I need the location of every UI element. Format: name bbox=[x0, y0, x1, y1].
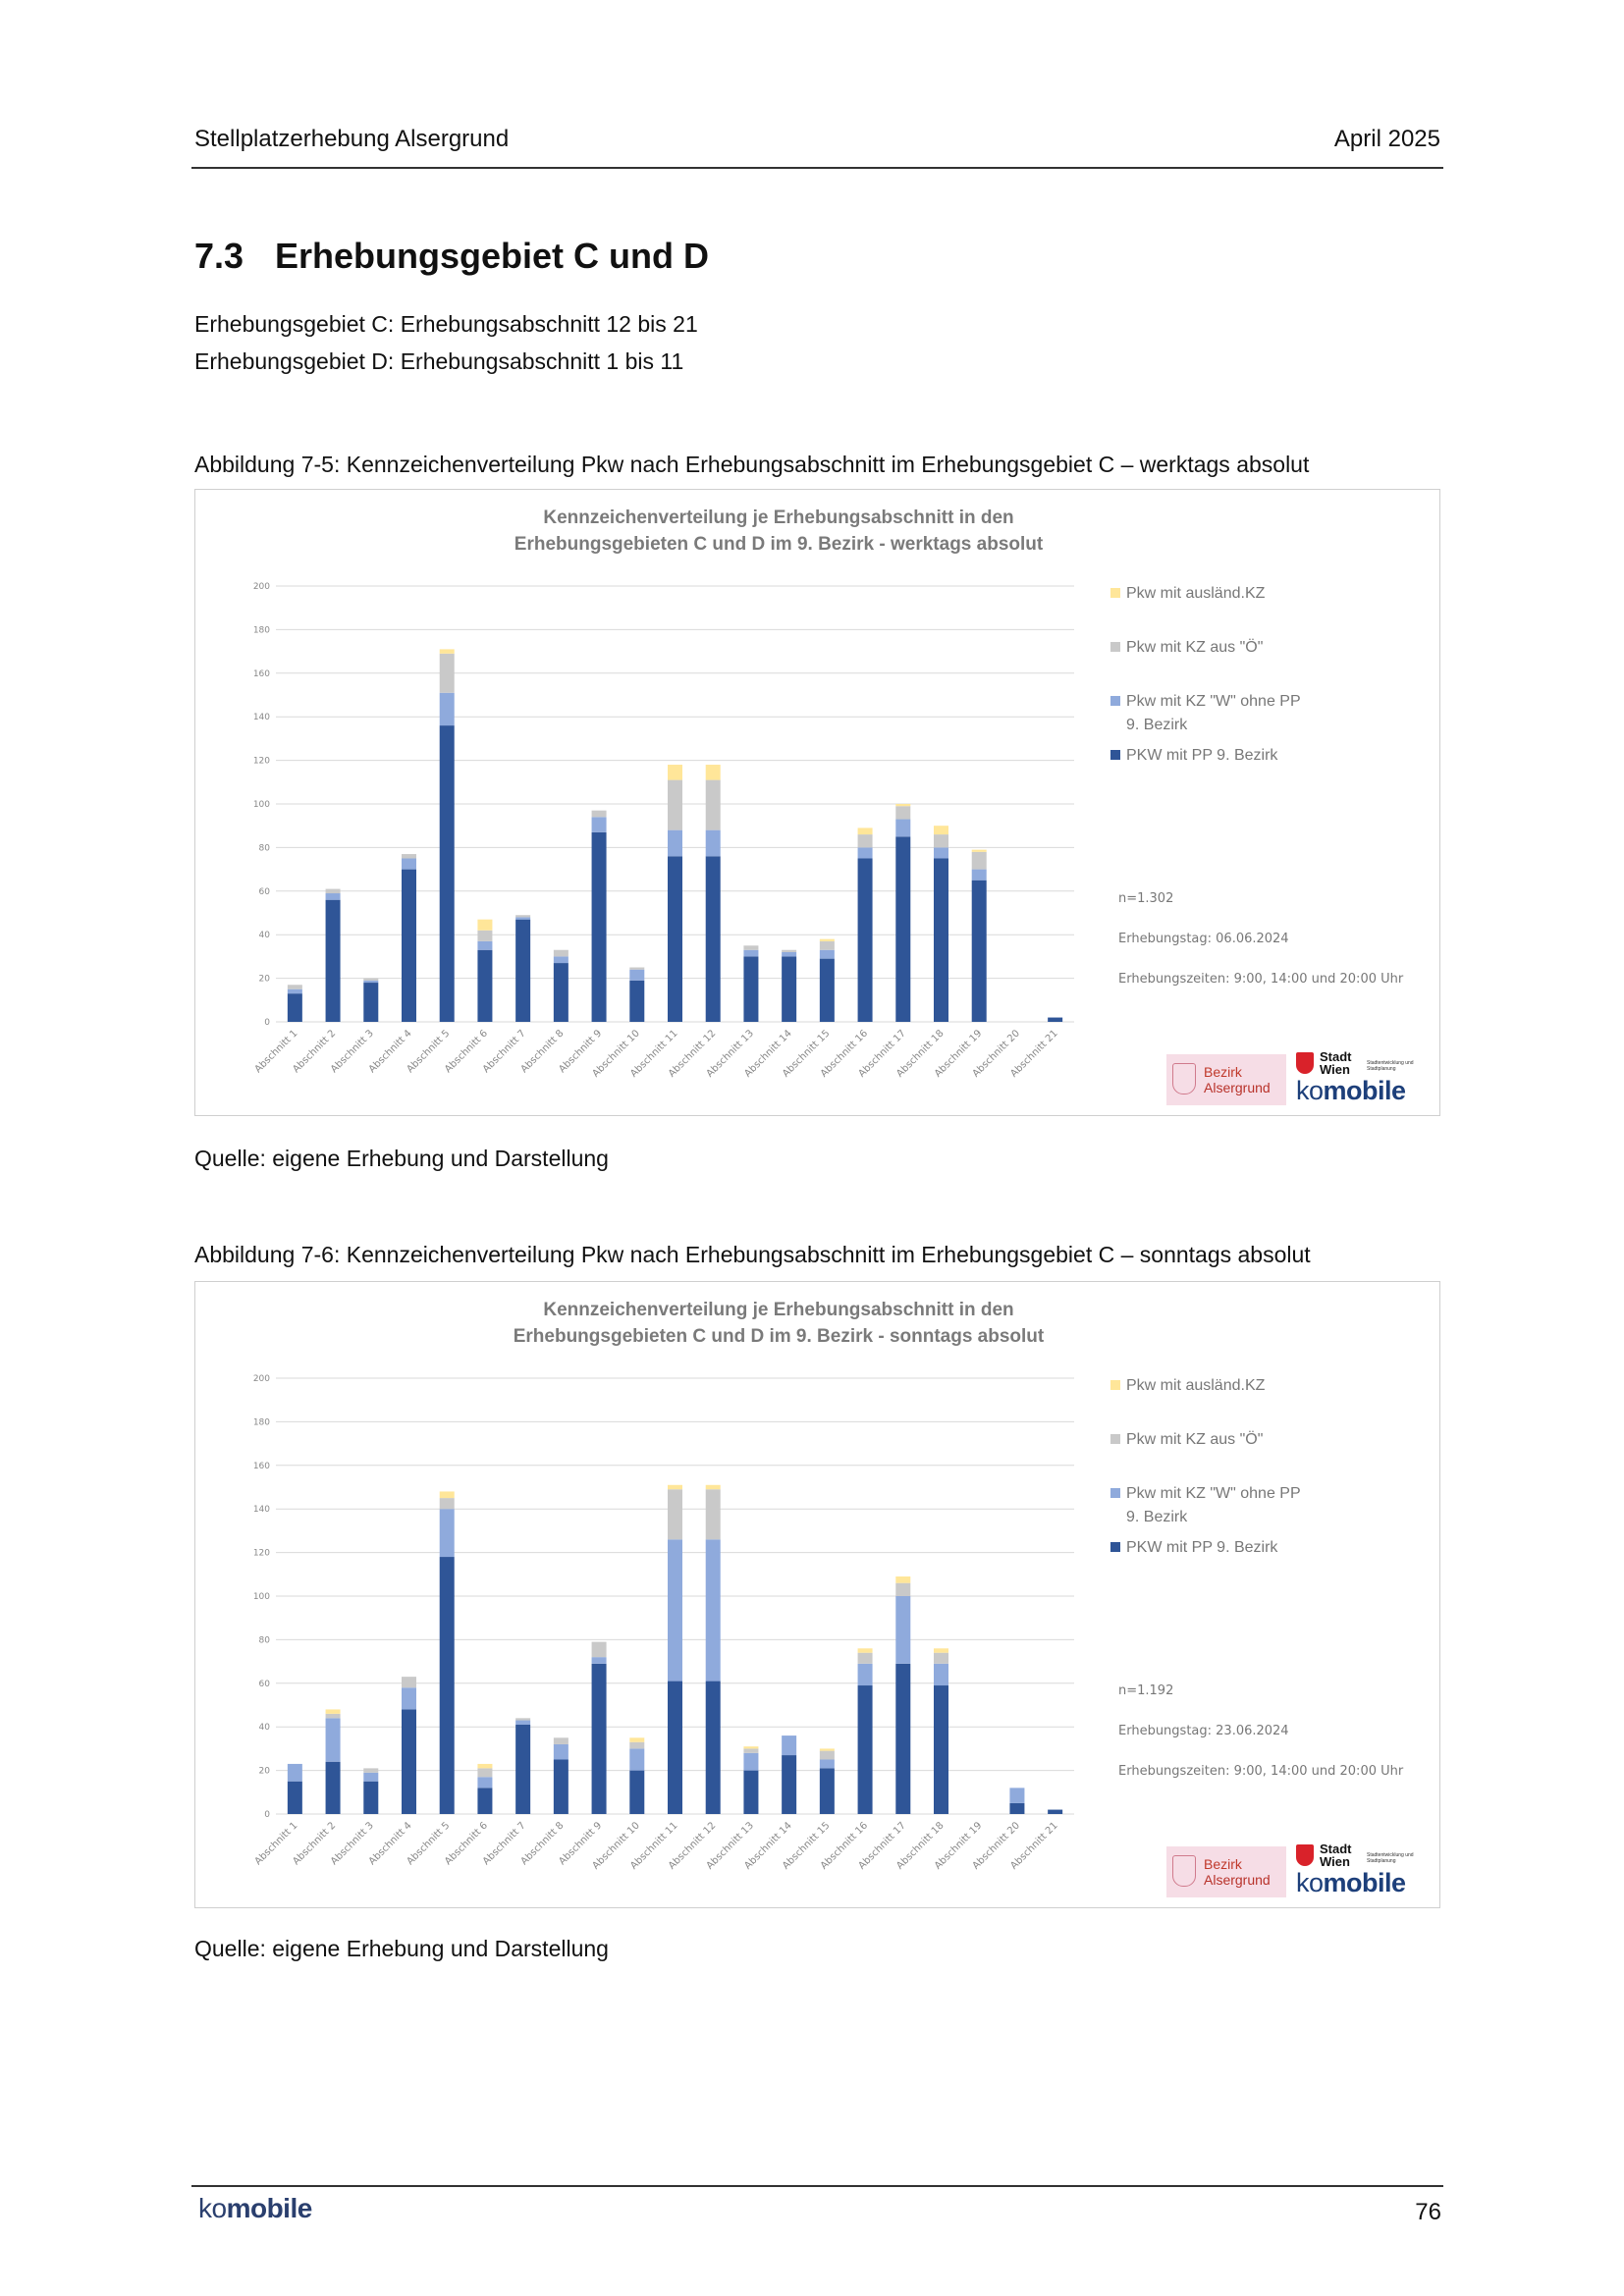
bezirk-alsergrund-logo bbox=[1166, 1054, 1286, 1105]
x-tick-label: Abschnitt 9 bbox=[557, 1028, 605, 1076]
legend-swatch-oe bbox=[1110, 642, 1120, 652]
y-tick-label: 180 bbox=[252, 625, 270, 636]
bar-segment-ausl bbox=[743, 1746, 758, 1748]
y-tick-label: 200 bbox=[252, 582, 270, 592]
bar-segment-oe bbox=[440, 1498, 455, 1509]
chart-sonntags-svg bbox=[195, 1282, 1439, 1907]
bar-segment-pp bbox=[895, 1664, 910, 1814]
x-tick-label: Abschnitt 5 bbox=[405, 1820, 453, 1868]
bar-segment-w bbox=[934, 847, 948, 858]
bar-segment-w bbox=[743, 950, 758, 957]
y-tick-label: 60 bbox=[258, 1679, 270, 1689]
x-tick-label: Abschnitt 9 bbox=[557, 1820, 605, 1868]
chart-note: Erhebungszeiten: 9:00, 14:00 und 20:00 Uhr bbox=[1118, 972, 1404, 987]
bar-segment-w bbox=[895, 1596, 910, 1664]
partner-logos bbox=[1166, 1050, 1432, 1107]
legend-label: Pkw mit KZ "W" ohne PP bbox=[1126, 1485, 1301, 1502]
y-tick-label: 80 bbox=[258, 843, 270, 854]
bar-segment-oe bbox=[402, 854, 416, 858]
bar-segment-oe bbox=[895, 1583, 910, 1596]
komobile-logo bbox=[1296, 1076, 1406, 1106]
bar-segment-pp bbox=[934, 859, 948, 1023]
page-header bbox=[191, 126, 1443, 169]
bar-segment-ausl bbox=[820, 1748, 835, 1750]
x-tick-label: Abschnitt 11 bbox=[628, 1820, 680, 1872]
legend-swatch-ausl bbox=[1110, 1380, 1120, 1390]
bar-segment-oe bbox=[972, 852, 987, 870]
y-tick-label: 180 bbox=[252, 1417, 270, 1428]
bar-segment-oe bbox=[515, 1718, 530, 1720]
bar-segment-w bbox=[820, 1760, 835, 1769]
bar-segment-w bbox=[592, 817, 607, 832]
bar-segment-pp bbox=[743, 956, 758, 1022]
bezirk-alsergrund-logo bbox=[1166, 1846, 1286, 1897]
bar-segment-w bbox=[706, 830, 721, 857]
bar-segment-w bbox=[477, 941, 492, 950]
footer-komobile-logo bbox=[198, 2193, 312, 2224]
bezirk-label: Bezirk bbox=[1204, 1856, 1242, 1872]
figure-source-1: Quelle: eigene Erhebung und Darstellung bbox=[194, 1146, 609, 1171]
bar-segment-oe bbox=[668, 780, 682, 830]
bar-segment-pp bbox=[668, 856, 682, 1022]
bar-segment-oe bbox=[668, 1489, 682, 1539]
bar-segment-w bbox=[363, 981, 378, 983]
stadt-wien-komobile-logo bbox=[1296, 1050, 1432, 1107]
bar-segment-pp bbox=[515, 920, 530, 1022]
stadt-label: Stadt bbox=[1320, 1049, 1352, 1064]
bar-segment-w bbox=[895, 820, 910, 837]
chart-note: Erhebungstag: 06.06.2024 bbox=[1118, 932, 1289, 946]
bar-segment-oe bbox=[743, 1748, 758, 1752]
bar-segment-pp bbox=[1048, 1810, 1062, 1814]
bar-segment-pp bbox=[477, 950, 492, 1022]
bar-segment-pp bbox=[554, 963, 568, 1022]
x-tick-label: Abschnitt 1 bbox=[252, 1820, 300, 1868]
bar-segment-w bbox=[402, 1687, 416, 1709]
x-tick-label: Abschnitt 18 bbox=[894, 1028, 947, 1080]
bar-segment-oe bbox=[629, 968, 644, 970]
bar-segment-oe bbox=[363, 1768, 378, 1772]
bar-segment-w bbox=[440, 693, 455, 725]
header-title: Stellplatzerhebung Alsergrund bbox=[194, 126, 510, 152]
bar-segment-ausl bbox=[477, 1764, 492, 1768]
footer-divider bbox=[191, 2185, 1443, 2187]
x-tick-label: Abschnitt 20 bbox=[970, 1028, 1023, 1080]
legend-label: 9. Bezirk bbox=[1126, 1509, 1188, 1525]
bar-segment-w bbox=[515, 917, 530, 919]
x-tick-label: Abschnitt 3 bbox=[329, 1028, 376, 1076]
x-tick-label: Abschnitt 15 bbox=[781, 1820, 833, 1872]
bar-segment-oe bbox=[592, 1642, 607, 1658]
bar-segment-ausl bbox=[706, 1485, 721, 1489]
bar-segment-w bbox=[515, 1721, 530, 1725]
bar-segment-oe bbox=[706, 780, 721, 830]
bar-segment-ausl bbox=[440, 1491, 455, 1498]
footer-logo-ko: ko bbox=[198, 2193, 227, 2223]
bar-segment-w bbox=[402, 859, 416, 870]
x-tick-label: Abschnitt 13 bbox=[704, 1820, 757, 1872]
x-tick-label: Abschnitt 8 bbox=[518, 1028, 567, 1076]
bar-segment-pp bbox=[858, 859, 873, 1023]
x-tick-label: Abschnitt 16 bbox=[818, 1820, 871, 1872]
bar-segment-oe bbox=[477, 931, 492, 941]
x-tick-label: Abschnitt 17 bbox=[856, 1028, 908, 1080]
bar-segment-pp bbox=[363, 983, 378, 1022]
bar-segment-oe bbox=[820, 941, 835, 950]
x-tick-label: Abschnitt 5 bbox=[405, 1028, 453, 1076]
alsergrund-label: Alsergrund bbox=[1204, 1872, 1271, 1888]
page-number: 76 bbox=[1415, 2199, 1441, 2225]
intro-line-d: Erhebungsgebiet D: Erhebungsabschnitt 1 bis 11 bbox=[194, 348, 684, 374]
y-tick-label: 140 bbox=[252, 713, 270, 723]
bar-segment-pp bbox=[743, 1771, 758, 1814]
legend-swatch-pp bbox=[1110, 750, 1120, 760]
stadt-wien-komobile-logo bbox=[1296, 1842, 1432, 1899]
bar-segment-oe bbox=[858, 834, 873, 847]
bar-segment-oe bbox=[592, 811, 607, 818]
bar-segment-oe bbox=[820, 1751, 835, 1760]
bar-segment-oe bbox=[288, 985, 302, 988]
komobile-logo bbox=[1296, 1868, 1406, 1898]
x-tick-label: Abschnitt 1 bbox=[252, 1028, 300, 1076]
bar-segment-w bbox=[326, 1718, 341, 1761]
bar-segment-w bbox=[668, 1539, 682, 1681]
x-tick-label: Abschnitt 16 bbox=[818, 1028, 871, 1080]
bar-segment-ausl bbox=[668, 765, 682, 780]
x-tick-label: Abschnitt 6 bbox=[443, 1028, 491, 1076]
x-tick-label: Abschnitt 7 bbox=[480, 1820, 528, 1868]
bar-segment-oe bbox=[706, 1489, 721, 1539]
bar-segment-pp bbox=[934, 1685, 948, 1814]
bar-segment-w bbox=[820, 950, 835, 959]
bar-segment-pp bbox=[782, 1755, 796, 1814]
bar-segment-ausl bbox=[972, 850, 987, 852]
legend-label: PKW mit PP 9. Bezirk bbox=[1126, 747, 1278, 764]
bar-segment-w bbox=[972, 870, 987, 881]
bar-segment-oe bbox=[326, 1714, 341, 1718]
chart-note: n=1.192 bbox=[1118, 1683, 1174, 1698]
bar-segment-w bbox=[629, 970, 644, 981]
bar-segment-w bbox=[706, 1539, 721, 1681]
bar-segment-pp bbox=[440, 725, 455, 1022]
bezirk-crest-icon bbox=[1172, 1063, 1196, 1095]
stadt-sub-label: Stadtentwicklung und Stadtplanung bbox=[1367, 1852, 1414, 1864]
legend-label: Pkw mit KZ aus "Ö" bbox=[1126, 639, 1264, 656]
komobile-mobile: mobile bbox=[1323, 1868, 1406, 1897]
stadt-wien-shield-icon bbox=[1296, 1844, 1314, 1866]
y-tick-label: 120 bbox=[252, 756, 270, 767]
legend-label: Pkw mit ausländ.KZ bbox=[1126, 585, 1266, 602]
bar-segment-pp bbox=[629, 981, 644, 1022]
y-tick-label: 80 bbox=[258, 1635, 270, 1646]
x-tick-label: Abschnitt 4 bbox=[366, 1820, 414, 1868]
x-tick-label: Abschnitt 3 bbox=[329, 1820, 376, 1868]
bar-segment-pp bbox=[402, 1709, 416, 1814]
bar-segment-ausl bbox=[440, 649, 455, 653]
bar-segment-pp bbox=[592, 832, 607, 1022]
y-tick-label: 0 bbox=[264, 1810, 270, 1820]
legend-swatch-pp bbox=[1110, 1542, 1120, 1552]
bar-segment-pp bbox=[668, 1682, 682, 1814]
bar-segment-ausl bbox=[706, 765, 721, 780]
legend-swatch-oe bbox=[1110, 1434, 1120, 1444]
bar-segment-ausl bbox=[477, 920, 492, 931]
y-tick-label: 100 bbox=[252, 800, 270, 810]
y-tick-label: 120 bbox=[252, 1548, 270, 1559]
x-tick-label: Abschnitt 10 bbox=[590, 1820, 642, 1872]
bar-segment-oe bbox=[629, 1742, 644, 1749]
chart-note: Erhebungszeiten: 9:00, 14:00 und 20:00 Uhr bbox=[1118, 1764, 1404, 1779]
x-tick-label: Abschnitt 17 bbox=[856, 1820, 908, 1872]
x-tick-label: Abschnitt 19 bbox=[932, 1820, 985, 1872]
stadt-label: Stadt bbox=[1320, 1842, 1352, 1856]
bar-segment-oe bbox=[440, 654, 455, 693]
bar-segment-pp bbox=[858, 1685, 873, 1814]
bar-segment-w bbox=[477, 1777, 492, 1788]
bar-segment-oe bbox=[477, 1768, 492, 1777]
komobile-ko: ko bbox=[1296, 1076, 1324, 1105]
bar-segment-w bbox=[554, 956, 568, 963]
bar-segment-pp bbox=[554, 1760, 568, 1815]
chart-title-line: Kennzeichenverteilung je Erhebungsabschnitt in den bbox=[543, 1300, 1014, 1320]
bar-segment-pp bbox=[477, 1788, 492, 1814]
bar-segment-w bbox=[592, 1657, 607, 1664]
x-tick-label: Abschnitt 12 bbox=[666, 1028, 719, 1080]
legend-label: Pkw mit KZ "W" ohne PP bbox=[1126, 693, 1301, 710]
y-tick-label: 40 bbox=[258, 1723, 270, 1734]
bar-segment-ausl bbox=[895, 1576, 910, 1583]
bar-segment-ausl bbox=[934, 826, 948, 834]
bar-segment-w bbox=[668, 830, 682, 857]
x-tick-label: Abschnitt 13 bbox=[704, 1028, 757, 1080]
x-tick-label: Abschnitt 6 bbox=[443, 1820, 491, 1868]
y-tick-label: 60 bbox=[258, 886, 270, 897]
x-tick-label: Abschnitt 19 bbox=[932, 1028, 985, 1080]
y-tick-label: 160 bbox=[252, 668, 270, 679]
bar-segment-w bbox=[288, 989, 302, 993]
legend-swatch-w bbox=[1110, 696, 1120, 706]
chart-note: Erhebungstag: 23.06.2024 bbox=[1118, 1724, 1289, 1738]
y-tick-label: 140 bbox=[252, 1505, 270, 1516]
legend-swatch-ausl bbox=[1110, 588, 1120, 598]
bar-segment-ausl bbox=[820, 939, 835, 941]
chart-sonntags bbox=[194, 1281, 1440, 1908]
x-tick-label: Abschnitt 20 bbox=[970, 1820, 1023, 1872]
intro-line-c: Erhebungsgebiet C: Erhebungsabschnitt 12 bis 21 bbox=[194, 311, 698, 337]
bar-segment-w bbox=[743, 1753, 758, 1771]
bar-segment-oe bbox=[858, 1653, 873, 1664]
x-tick-label: Abschnitt 2 bbox=[291, 1028, 339, 1076]
x-tick-label: Abschnitt 14 bbox=[742, 1028, 794, 1080]
bar-segment-pp bbox=[820, 959, 835, 1022]
wien-label: Wien bbox=[1320, 1854, 1350, 1869]
bar-segment-pp bbox=[782, 956, 796, 1022]
bar-segment-oe bbox=[782, 950, 796, 952]
y-tick-label: 160 bbox=[252, 1461, 270, 1471]
bar-segment-pp bbox=[402, 870, 416, 1022]
bar-segment-ausl bbox=[934, 1648, 948, 1652]
legend-label: Pkw mit ausländ.KZ bbox=[1126, 1377, 1266, 1394]
bar-segment-oe bbox=[554, 950, 568, 957]
legend-label: Pkw mit KZ aus "Ö" bbox=[1126, 1431, 1264, 1448]
x-tick-label: Abschnitt 21 bbox=[1008, 1820, 1060, 1872]
bar-segment-w bbox=[326, 893, 341, 900]
chart-title-line: Erhebungsgebieten C und D im 9. Bezirk - sonntags absolut bbox=[513, 1326, 1045, 1347]
komobile-ko: ko bbox=[1296, 1868, 1324, 1897]
chart-title-line: Erhebungsgebieten C und D im 9. Bezirk - werktags absolut bbox=[514, 534, 1044, 555]
x-tick-label: Abschnitt 21 bbox=[1008, 1028, 1060, 1080]
bezirk-label: Bezirk bbox=[1204, 1064, 1242, 1080]
x-tick-label: Abschnitt 7 bbox=[480, 1028, 528, 1076]
figure-caption-1: Abbildung 7-5: Kennzeichenverteilung Pkw nach Erhebungsabschnitt im Erhebungsgebiet C – werktags absolut bbox=[194, 452, 1310, 477]
bar-segment-pp bbox=[1048, 1018, 1062, 1022]
section-number: 7.3 bbox=[194, 236, 244, 276]
x-tick-label: Abschnitt 4 bbox=[366, 1028, 414, 1076]
legend-swatch-w bbox=[1110, 1488, 1120, 1498]
bar-segment-pp bbox=[440, 1557, 455, 1814]
footer-logo-mobile: mobile bbox=[226, 2193, 312, 2223]
bar-segment-pp bbox=[1009, 1803, 1024, 1814]
chart-note: n=1.302 bbox=[1118, 891, 1174, 906]
bar-segment-ausl bbox=[668, 1485, 682, 1489]
bar-segment-pp bbox=[288, 1782, 302, 1814]
bar-segment-w bbox=[782, 1735, 796, 1755]
bar-segment-oe bbox=[515, 915, 530, 917]
bar-segment-oe bbox=[326, 889, 341, 893]
bar-segment-oe bbox=[743, 945, 758, 949]
chart-werktags bbox=[194, 489, 1440, 1116]
legend-label: PKW mit PP 9. Bezirk bbox=[1126, 1539, 1278, 1556]
x-tick-label: Abschnitt 18 bbox=[894, 1820, 947, 1872]
bar-segment-w bbox=[934, 1664, 948, 1685]
bar-segment-oe bbox=[402, 1677, 416, 1687]
wien-label: Wien bbox=[1320, 1062, 1350, 1077]
bar-segment-oe bbox=[934, 1653, 948, 1664]
bar-segment-ausl bbox=[326, 1709, 341, 1713]
bar-segment-ausl bbox=[858, 1648, 873, 1652]
bar-segment-pp bbox=[972, 881, 987, 1022]
stadt-sub-label: Stadtentwicklung und Stadtplanung bbox=[1367, 1060, 1414, 1072]
bar-segment-pp bbox=[706, 1682, 721, 1814]
figure-source-2: Quelle: eigene Erhebung und Darstellung bbox=[194, 1936, 609, 1961]
y-tick-label: 20 bbox=[258, 1766, 270, 1777]
bar-segment-w bbox=[858, 847, 873, 858]
chart-werktags-svg bbox=[195, 490, 1439, 1115]
bar-segment-pp bbox=[515, 1725, 530, 1814]
bar-segment-w bbox=[363, 1773, 378, 1782]
section-title-text: Erhebungsgebiet C und D bbox=[275, 236, 710, 276]
x-tick-label: Abschnitt 14 bbox=[742, 1820, 794, 1872]
y-tick-label: 20 bbox=[258, 974, 270, 985]
x-tick-label: Abschnitt 11 bbox=[628, 1028, 680, 1080]
bar-segment-oe bbox=[554, 1737, 568, 1744]
bar-segment-pp bbox=[592, 1664, 607, 1814]
bar-segment-oe bbox=[934, 834, 948, 847]
bar-segment-pp bbox=[288, 993, 302, 1022]
komobile-mobile: mobile bbox=[1323, 1076, 1406, 1105]
y-tick-label: 100 bbox=[252, 1592, 270, 1602]
y-tick-label: 200 bbox=[252, 1374, 270, 1384]
bar-segment-pp bbox=[363, 1782, 378, 1814]
bar-segment-ausl bbox=[858, 828, 873, 834]
x-tick-label: Abschnitt 15 bbox=[781, 1028, 833, 1080]
bar-segment-w bbox=[554, 1744, 568, 1760]
partner-logos-2 bbox=[1166, 1842, 1432, 1899]
x-tick-label: Abschnitt 12 bbox=[666, 1820, 719, 1872]
section-title bbox=[194, 236, 709, 277]
bar-segment-ausl bbox=[629, 1737, 644, 1741]
bezirk-crest-icon bbox=[1172, 1855, 1196, 1887]
bar-segment-oe bbox=[363, 979, 378, 981]
bar-segment-oe bbox=[895, 806, 910, 819]
bar-segment-pp bbox=[629, 1771, 644, 1814]
bar-segment-w bbox=[782, 952, 796, 956]
bar-segment-pp bbox=[326, 900, 341, 1022]
figure-caption-2: Abbildung 7-6: Kennzeichenverteilung Pkw nach Erhebungsabschnitt im Erhebungsgebiet C – sonntags absolut bbox=[194, 1242, 1311, 1267]
legend-label: 9. Bezirk bbox=[1126, 717, 1188, 733]
y-tick-label: 40 bbox=[258, 931, 270, 941]
bar-segment-w bbox=[440, 1509, 455, 1557]
bar-segment-w bbox=[629, 1748, 644, 1770]
bar-segment-w bbox=[858, 1664, 873, 1685]
x-tick-label: Abschnitt 2 bbox=[291, 1820, 339, 1868]
x-tick-label: Abschnitt 8 bbox=[518, 1820, 567, 1868]
bar-segment-pp bbox=[706, 856, 721, 1022]
bar-segment-ausl bbox=[895, 804, 910, 806]
alsergrund-label: Alsergrund bbox=[1204, 1080, 1271, 1095]
y-tick-label: 0 bbox=[264, 1018, 270, 1028]
x-tick-label: Abschnitt 10 bbox=[590, 1028, 642, 1080]
chart-title-line: Kennzeichenverteilung je Erhebungsabschnitt in den bbox=[543, 507, 1014, 528]
bar-segment-w bbox=[1009, 1788, 1024, 1803]
stadt-wien-shield-icon bbox=[1296, 1052, 1314, 1074]
bar-segment-w bbox=[288, 1764, 302, 1782]
bar-segment-pp bbox=[820, 1768, 835, 1814]
header-date: April 2025 bbox=[1333, 126, 1440, 152]
bar-segment-pp bbox=[895, 836, 910, 1022]
bar-segment-pp bbox=[326, 1762, 341, 1814]
